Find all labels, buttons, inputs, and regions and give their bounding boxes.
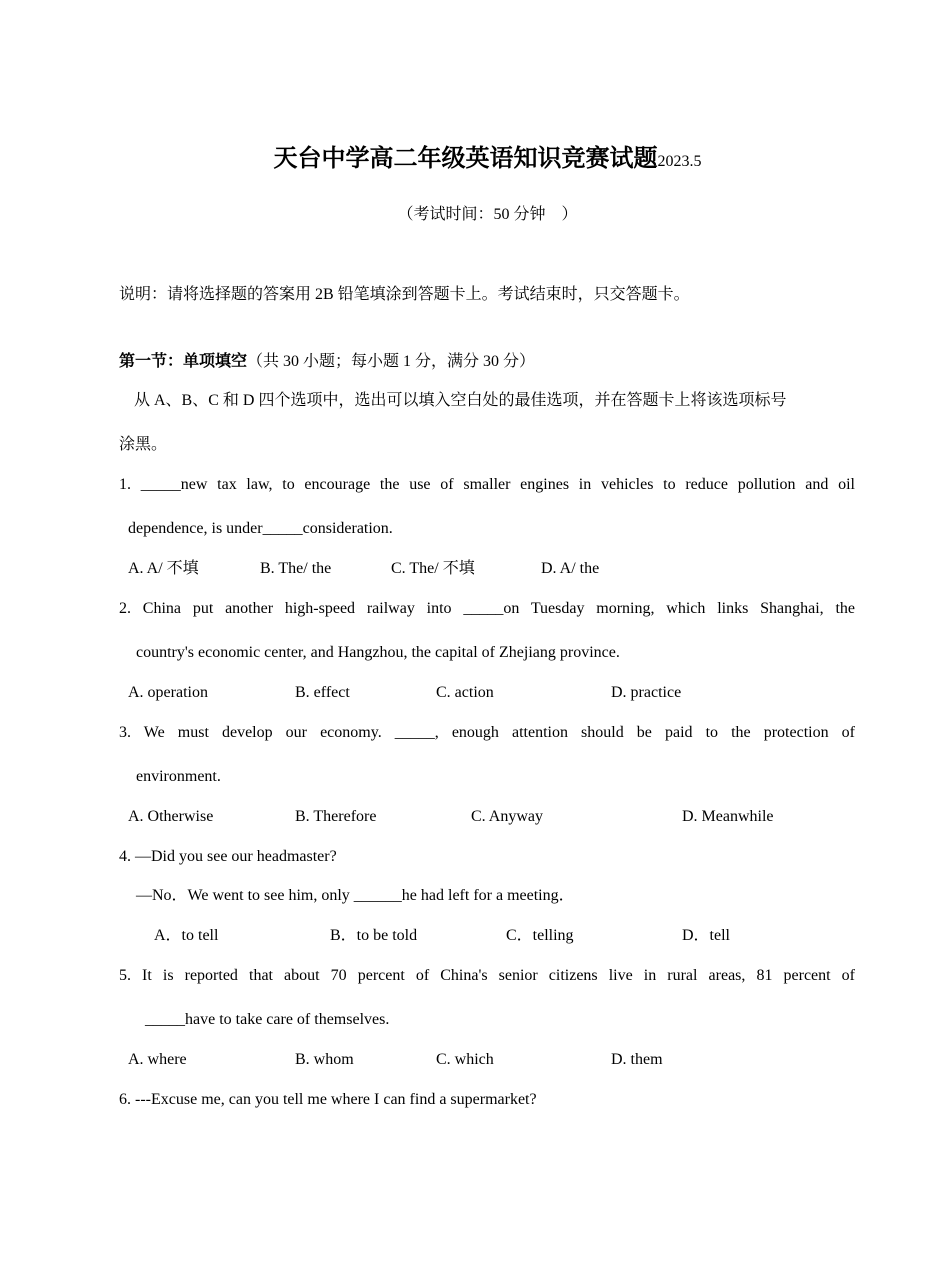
question-6-line1: 6. ---Excuse me, can you tell me where I can find a supermarket? bbox=[119, 1091, 537, 1108]
question-2-option-a: A. operation bbox=[128, 684, 208, 701]
question-1-line2: dependence, is under_____consideration. bbox=[128, 520, 393, 537]
question-3-line2: environment. bbox=[136, 768, 221, 785]
section-heading bbox=[119, 350, 535, 373]
question-3-option-b: B. Therefore bbox=[295, 808, 377, 825]
page-title bbox=[0, 142, 950, 178]
title-text: 天台中学高二年级英语知识竞赛试题 bbox=[273, 144, 658, 172]
question-1-option-a: A. A/ 不填 bbox=[128, 560, 199, 577]
question-1-option-b: B. The/ the bbox=[260, 560, 332, 577]
question-4-option-b: B．to be told bbox=[330, 927, 418, 944]
question-3-line1: 3. We must develop our economy. _____, enough attention should be paid to the protection of bbox=[119, 724, 855, 741]
title-year: 2023.5 bbox=[657, 153, 702, 170]
question-1-option-c: C. The/ 不填 bbox=[391, 560, 475, 577]
section-info: （共 30 小题；每小题 1 分，满分 30 分） bbox=[247, 353, 536, 370]
section-directions-2: 涂黑。 bbox=[119, 436, 168, 453]
section-directions-1: 从 A、B、C 和 D 四个选项中，选出可以填入空白处的最佳选项，并在答题卡上将该选项标号 bbox=[134, 392, 787, 409]
question-1-line1: 1. _____new tax law, to encourage the use of smaller engines in vehicles to reduce pollution and oil bbox=[119, 476, 855, 493]
question-5-line1: 5. It is reported that about 70 percent of China's senior citizens live in rural areas, 81 percent of bbox=[119, 967, 855, 984]
question-2-option-b: B. effect bbox=[295, 684, 350, 701]
question-2-option-c: C. action bbox=[436, 684, 494, 701]
question-4-option-d: D．tell bbox=[682, 927, 730, 944]
question-4-option-c: C．telling bbox=[506, 927, 574, 944]
section-title: 第一节：单项填空 bbox=[119, 351, 248, 370]
question-5-option-d: D. them bbox=[611, 1051, 663, 1068]
question-4-line2: —No．We went to see him, only ______he had left for a meeting． bbox=[136, 887, 575, 904]
question-2-line1: 2. China put another high-speed railway into _____on Tuesday morning, which links Shanghai, the bbox=[119, 600, 855, 617]
exam-time: （考试时间：50 分钟 ） bbox=[397, 206, 578, 223]
question-3-option-d: D. Meanwhile bbox=[682, 808, 774, 825]
question-1-option-d: D. A/ the bbox=[541, 560, 600, 577]
question-5-option-a: A. where bbox=[128, 1051, 187, 1068]
question-5-option-c: C. which bbox=[436, 1051, 494, 1068]
question-2-option-d: D. practice bbox=[611, 684, 682, 701]
question-4-line1: 4. —Did you see our headmaster? bbox=[119, 848, 337, 865]
question-5-line2: _____have to take care of themselves. bbox=[145, 1011, 390, 1028]
instructions: 说明：请将选择题的答案用 2B 铅笔填涂到答题卡上。考试结束时，只交答题卡。 bbox=[119, 286, 690, 303]
question-3-option-c: C. Anyway bbox=[471, 808, 543, 825]
question-5-option-b: B. whom bbox=[295, 1051, 354, 1068]
question-3-option-a: A. Otherwise bbox=[128, 808, 214, 825]
question-2-line2: country's economic center, and Hangzhou, the capital of Zhejiang province. bbox=[136, 644, 620, 661]
question-4-option-a: A．to tell bbox=[154, 927, 219, 944]
